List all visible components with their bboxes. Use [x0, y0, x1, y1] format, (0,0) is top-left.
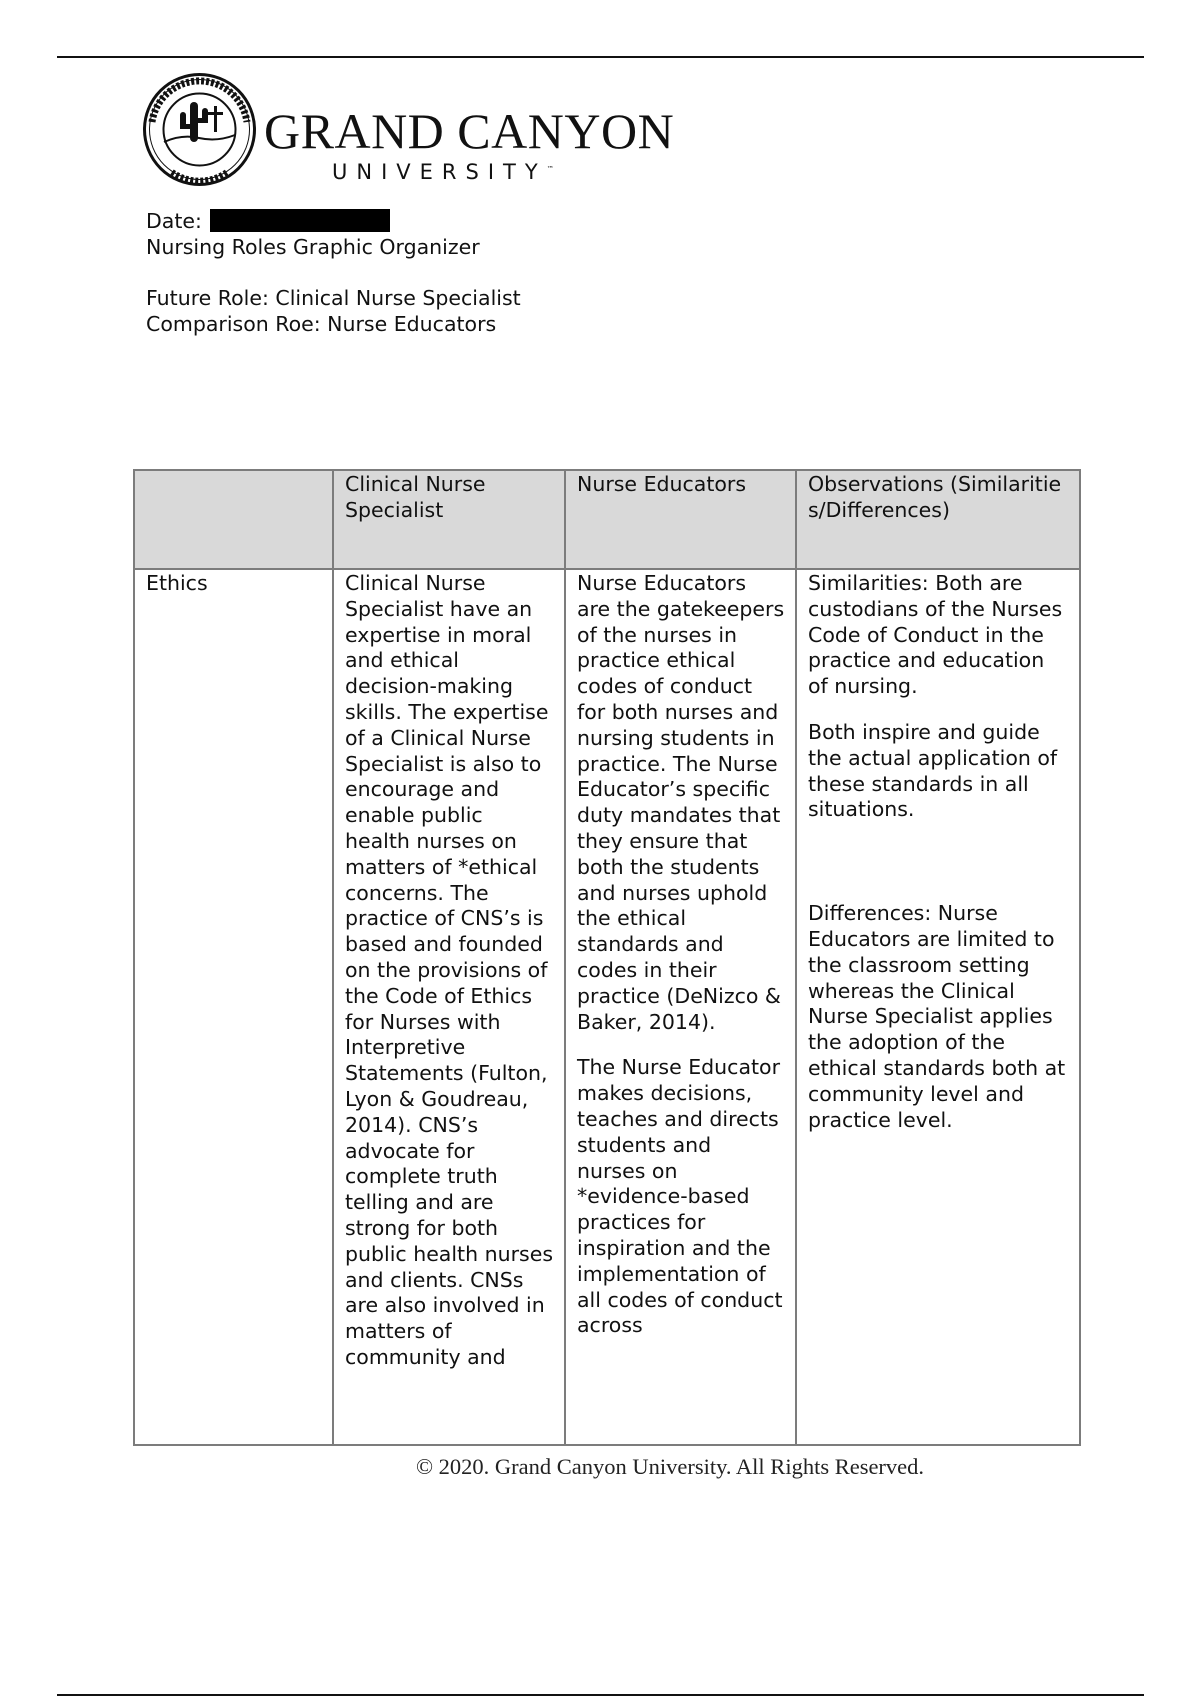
future-role: Future Role: Clinical Nurse Specialist — [146, 286, 521, 310]
university-wordmark: GRAND CANYON — [264, 103, 675, 159]
graphic-organizer-table — [133, 469, 1081, 1446]
educators-ethics-cell — [565, 569, 796, 1445]
university-wordmark-subtitle: UNIVERSITY™ — [332, 160, 554, 184]
comparison-role: Comparison Roe: Nurse Educators — [146, 312, 497, 336]
header-cell-observations: Observations (Similarities/Differences) — [796, 470, 1080, 569]
observations-similarities: Similarities: Both are custodians of the Nurses Code of Conduct in the practice and education of nursing. — [808, 571, 1063, 699]
educators-ethics-text-1: Nurse Educators are the gatekeepers of the nurses in practice ethical codes of conduct for both nurses and nursing students in practice. The Nurse Educator’s specific duty mandates that they ensure that both the students and nurses uphold the ethical standards and codes in their practice (DeNizco & Baker, 2014). — [577, 571, 785, 1034]
document-title: Nursing Roles Graphic Organizer — [146, 235, 480, 259]
row-label-ethics: Ethics — [134, 569, 333, 1445]
cns-ethics-cell — [333, 569, 565, 1445]
top-rule — [57, 56, 1144, 58]
date-redaction — [210, 209, 390, 232]
observations-differences: Differences: Nurse Educators are limited to the classroom setting whereas the Clinical Nurse Specialist applies the adoption of the ethical standards both at community level and practice level. — [808, 901, 1066, 1132]
copyright-footer: © 2020. Grand Canyon University. All Rights Reserved. — [415, 1454, 925, 1479]
table-row — [134, 569, 1080, 1445]
university-logo — [142, 72, 675, 187]
cns-ethics-text: Clinical Nurse Specialist have an expertise in moral and ethical decision-making skills. The expertise of a Clinical Nurse Specialist is also to encourage and enable public health nurses on matters of *ethical concerns. The practice of CNS’s is based and founded on the provisions of the Code of Ethics for Nurses with Interpretive Statements (Fulton, Lyon & Goudreau, 2014). CNS’s advocate for complete truth telling and are strong for both public health nurses and clients. CNSs are also involved in matters of community and — [345, 571, 553, 1369]
university-seal-icon — [142, 72, 257, 187]
date-line — [146, 208, 390, 234]
header-cell-cns: Clinical Nurse Specialist — [333, 470, 565, 569]
header-cell-empty — [134, 470, 333, 569]
date-label: Date: — [146, 209, 202, 233]
observations-ethics-cell — [796, 569, 1080, 1445]
bottom-rule — [57, 1694, 1144, 1696]
table-header-row — [134, 470, 1080, 569]
educators-ethics-text-2: The Nurse Educator makes decisions, teaches and directs students and nurses on *evidence-based practices for inspiration and the implementation of all codes of conduct across — [577, 1055, 783, 1338]
observations-inspire: Both inspire and guide the actual application of these standards in all situations. — [808, 719, 1058, 822]
header-cell-educators: Nurse Educators — [565, 470, 796, 569]
